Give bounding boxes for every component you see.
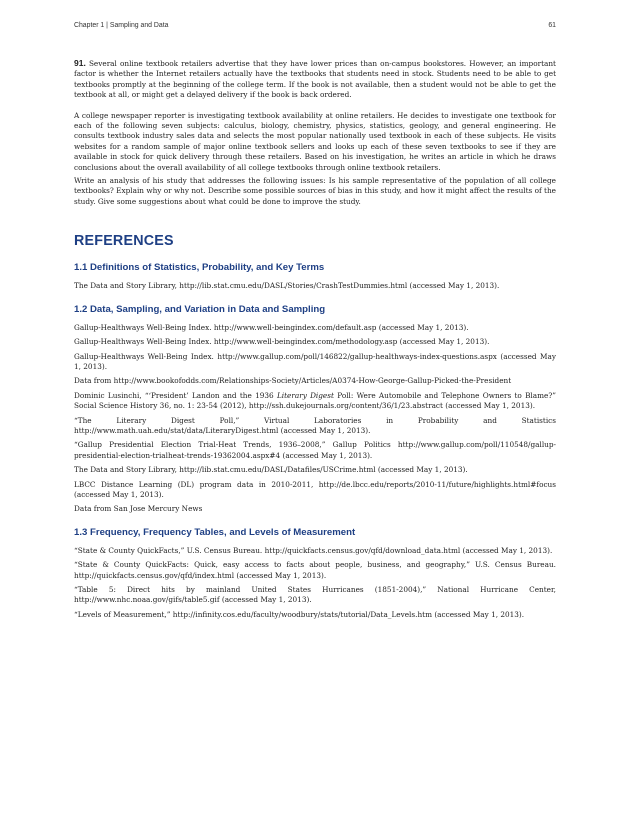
reference-list-1-1 — [74, 281, 556, 291]
reference-item: Data from http://www.bookofodds.com/Relationships-Society/Articles/A0374-How-George-Gallup-Picked-the-President — [74, 376, 512, 386]
references-heading: REFERENCES — [74, 233, 174, 250]
reference-item: “Levels of Measurement,” http://infinity.cos.edu/faculty/woodbury/stats/tutorial/Data_Levels.htm (accessed May 1, 2013). — [74, 609, 525, 619]
exercise-91 — [74, 58, 556, 101]
section-heading-1-3: 1.3 Frequency, Frequency Tables, and Levels of Measurement — [74, 526, 356, 538]
chapter-title: Chapter 1 | Sampling and Data — [74, 22, 169, 29]
exercise-intro: Several online textbook retailers advertise that they have lower prices than on-campus bookstores. However, an important factor is whether the Internet retailers actually have the textbooks that students need in stock. Students need to be able to get textbooks promptly at the beginning of the college term. If the book is not available, then a student would not be able to get the textbook at all, or might get a delayed delivery if the book is back ordered. — [74, 59, 556, 100]
reference-item: Data from San Jose Mercury News — [74, 504, 203, 514]
reference-item: Gallup-Healthways Well-Being Index. http://www.well-beingindex.com/methodology.asp (accessed May 1, 2013). — [74, 337, 490, 347]
reference-item: The Data and Story Library, http://lib.stat.cmu.edu/DASL/Stories/CrashTestDummies.html (accessed May 1, 2013). — [74, 281, 500, 291]
exercise-paragraph: A college newspaper reporter is investigating textbook availability at online retailers. He decides to investigate one textbook for each of the following seven subjects: calculus, biology, chemistry, physics, statistics, geology, and general engineering. He consults textbook industry sales data and selects the most popular nationally used textbook in each of these subjects. He visits websites for a random sample of major online textbook sellers and looks up each of these seven textbooks to see if they are available in stock for quick delivery through these retailers. Based on his investigation, he writes an article in which he draws conclusions about the overall availability of all college textbooks through online textbook retailers. — [74, 110, 556, 172]
reference-item: The Data and Story Library, http://lib.stat.cmu.edu/DASL/Datafiles/USCrime.html (accessed May 1, 2013). — [74, 465, 468, 475]
section-heading-1-1: 1.1 Definitions of Statistics, Probability, and Key Terms — [74, 262, 325, 274]
running-head — [74, 22, 556, 29]
reference-item: “State & County QuickFacts,” U.S. Census Bureau. http://quickfacts.census.gov/qfd/download_data.html (accessed May 1, 2013). — [74, 545, 553, 555]
page-number: 61 — [548, 22, 556, 29]
reference-italic-title: Literary Digest — [276, 390, 334, 400]
exercise-paragraph: Write an analysis of his study that addresses the following issues: Is his sample representative of the population of all college textbooks? Explain why or why not. Describe some possible sources of bias in this study, and how it might affect the results of the study. Give some suggestions about what could be done to improve the study. — [74, 176, 556, 206]
reference-list-1-2 — [74, 323, 556, 515]
page-content — [74, 58, 556, 632]
reference-item-lusinchi — [74, 391, 556, 412]
reference-text: Dominic Lusinchi, “‘President’ Landon and the 1936 — [74, 390, 277, 400]
reference-text: Poll: Were Automobile and Telephone Owners to Blame?” Social Science History 36, no. 1: 23-54 (2012), http://ssh.dukejournals.org/content/36/1/23.abstract (accessed May 1, 2013). — [74, 390, 556, 411]
reference-item: Gallup-Healthways Well-Being Index. http://www.well-beingindex.com/default.asp (accessed May 1, 2013). — [74, 322, 469, 332]
exercise-number: 91. — [74, 58, 86, 68]
reference-item: “The Literary Digest Poll,” Virtual Laboratories in Probability and Statistics http://www.math.uah.edu/stat/data/LiteraryDigest.html (accessed May 1, 2013). — [74, 415, 556, 435]
reference-item: “Gallup Presidential Election Trial-Heat Trends, 1936–2008,” Gallup Politics http://www.gallup.com/poll/110548/gallup-presidential-election-trialheat-trends-19362004.aspx#4 (accessed May 1, 2013). — [74, 440, 556, 460]
section-heading-1-2: 1.2 Data, Sampling, and Variation in Data and Sampling — [74, 303, 326, 315]
reference-item: Gallup-Healthways Well-Being Index. http://www.gallup.com/poll/146822/gallup-healthways-index-questions.aspx (accessed May 1, 2013). — [74, 351, 556, 371]
reference-item: “State & County QuickFacts: Quick, easy access to facts about people, business, and geography,” U.S. Census Bureau. http://quickfacts.census.gov/qfd/index.html (accessed May 1, 2013). — [74, 560, 556, 580]
reference-item: LBCC Distance Learning (DL) program data in 2010-2011, http://de.lbcc.edu/reports/2010-11/future/highlights.html#focus (accessed May 1, 2013). — [74, 479, 556, 499]
reference-list-1-3 — [74, 546, 556, 620]
reference-item: “Table 5: Direct hits by mainland United States Hurricanes (1851-2004),” National Hurricane Center, http://www.nhc.noaa.gov/gifs/table5.gif (accessed May 1, 2013). — [74, 585, 556, 605]
